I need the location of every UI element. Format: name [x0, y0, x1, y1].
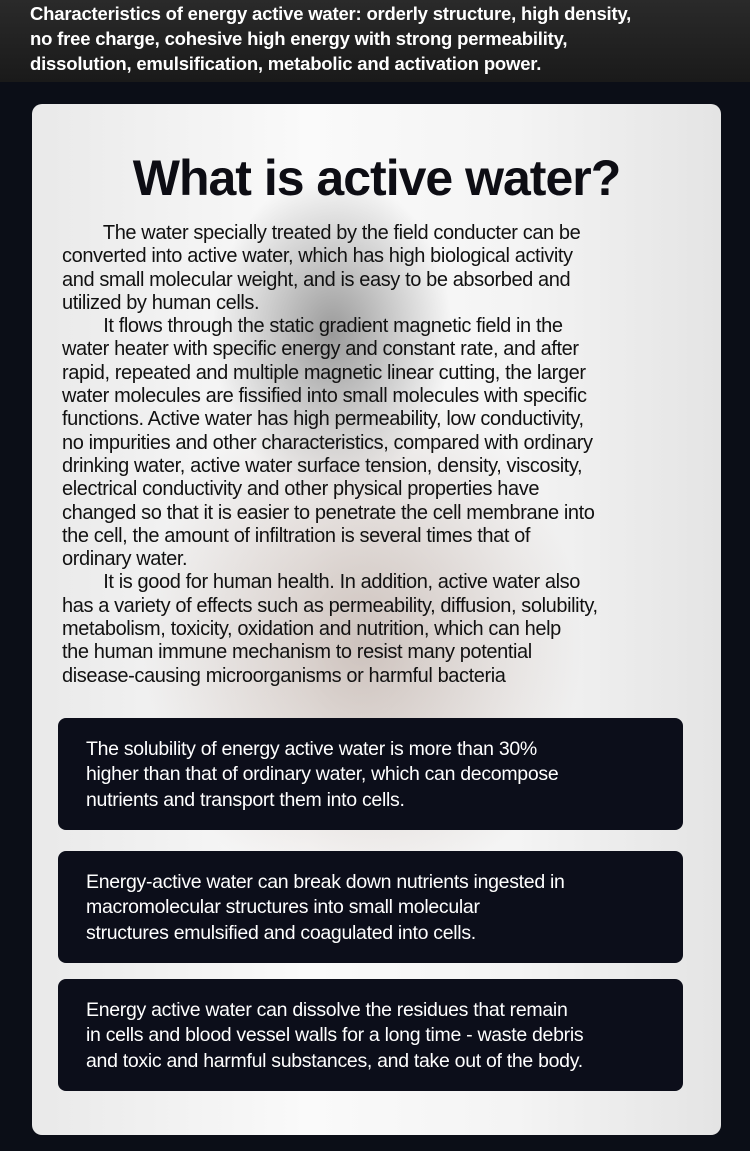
paragraph: The water specially treated by the field conducter can be converted into active water, which has high biological activity and small molecular weight, and is easy to be absorbed and utilized by human cells.: [62, 222, 581, 314]
info-card: [32, 104, 721, 1135]
feature-box-solubility: The solubility of energy active water is more than 30% higher than that of ordinary water, which can decompose nutrients and transport them into cells.: [58, 718, 683, 830]
header-banner: [0, 0, 750, 82]
feature-box-dissolve: Energy active water can dissolve the residues that remain in cells and blood vessel walls for a long time - waste debris and toxic and harmful substances, and take out of the body.: [58, 979, 683, 1091]
characteristics-text: Characteristics of energy active water: orderly structure, high density, no free charge, cohesive high energy with strong permeability, dissolution, emulsification, metabolic and activation power.: [30, 3, 632, 74]
description-body: [62, 222, 721, 688]
paragraph: It is good for human health. In addition, active water also has a variety of effects such as permeability, diffusion, solubility, metabolism, toxicity, oxidation and nutrition, which can help the human immune mechanism to resist many potential disease-causing microorganisms or harmful bacteria: [62, 571, 598, 687]
paragraph: It flows through the static gradient magnetic field in the water heater with specific energy and constant rate, and after rapid, repeated and multiple magnetic linear cutting, the larger water molecules are fissified into small molecules with specific functions. Active water has high permeability, low conductivity, no impurities and other characteristics, compared with ordinary drinking water, active water surface tension, density, viscosity, electrical conductivity and other physical properties have changed so that it is easier to penetrate the cell membrane into the cell, the amount of infiltration is several times that of ordinary water.: [62, 315, 595, 571]
page-title: What is active water?: [132, 150, 621, 206]
feature-box-breakdown: Energy-active water can break down nutrients ingested in macromolecular structures into small molecular structures emulsified and coagulated into cells.: [58, 851, 683, 963]
